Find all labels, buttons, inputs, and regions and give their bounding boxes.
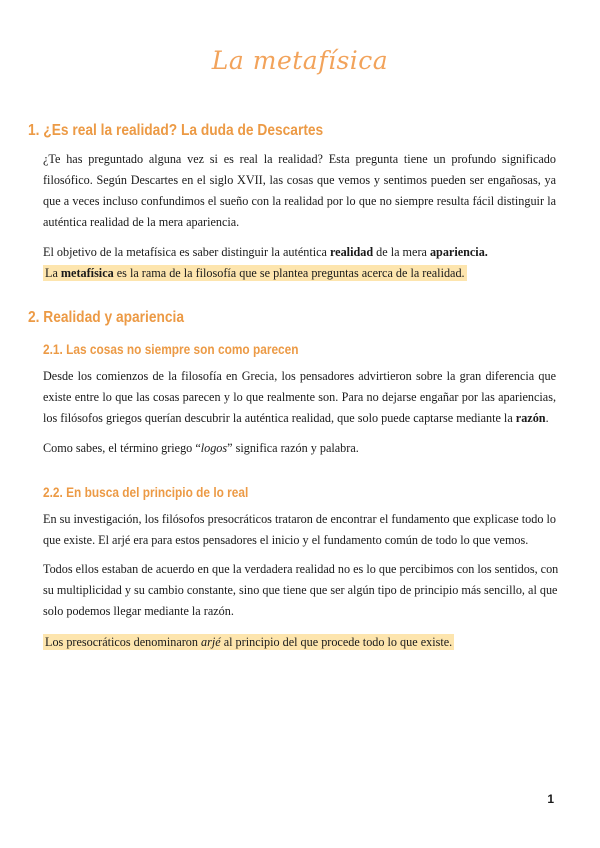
text-run: . bbox=[545, 411, 549, 425]
subsection-2-2-paragraph-1 bbox=[43, 509, 556, 551]
text-run: de la mera bbox=[373, 245, 430, 259]
text-run: Los presocráticos denominaron bbox=[45, 635, 202, 649]
highlight-box bbox=[43, 265, 467, 281]
paragraph-line: existe entre lo que las cosas parecen y lo que realmente son. Para no dejarse engañar por las apariencias, bbox=[43, 390, 556, 404]
subsection-2-2-heading: 2.2. En busca del principio de lo real bbox=[43, 485, 249, 500]
paragraph-line: ¿Te has preguntado alguna vez si es real la realidad? Esta pregunta tiene un profundo significado bbox=[43, 152, 556, 166]
section-1-paragraph-1 bbox=[43, 149, 556, 233]
subsection-2-2-highlight bbox=[43, 632, 556, 653]
highlighted-definition bbox=[43, 263, 556, 284]
paragraph-line: Desde los comienzos de la filosofía en Grecia, los pensadores advirtieron sobre la gran diferencia que bbox=[43, 369, 556, 383]
section-1-paragraph-2 bbox=[43, 242, 556, 284]
text-run: Como sabes, el término griego “ bbox=[43, 441, 201, 455]
page-title: La metafísica bbox=[211, 46, 389, 75]
paragraph-line bbox=[43, 408, 556, 429]
paragraph-line: filosófico. Según Descartes en el siglo XVII, las cosas que vemos y sentimos pueden ser engañosas, ya bbox=[43, 173, 556, 187]
paragraph-line: En su investigación, los filósofos presocráticos trataron de encontrar el fundamento que explicase todo lo bbox=[43, 512, 556, 526]
page-number: 1 bbox=[547, 792, 554, 806]
section-2-heading: 2. Realidad y apariencia bbox=[28, 309, 185, 326]
subsection-2-1-paragraph-1 bbox=[43, 366, 556, 429]
highlighted-definition bbox=[43, 632, 556, 653]
subsection-2-1-paragraph-2 bbox=[43, 438, 556, 459]
subsection-2-2-paragraph-2 bbox=[43, 559, 559, 622]
paragraph-line: que a veces incluso confundimos el sueño con la realidad por lo que no siempre resulta fácil distinguir la bbox=[43, 194, 556, 208]
bold-term-apariencia: apariencia. bbox=[429, 245, 488, 259]
text-run: al principio del que procede todo lo que existe. bbox=[220, 635, 453, 649]
text-run: ” significa razón y palabra. bbox=[227, 441, 359, 455]
text-run: La bbox=[45, 266, 61, 280]
italic-term-logos: logos bbox=[200, 441, 228, 455]
paragraph-line: que existe. El arjé era para estos pensadores el inicio y el fundamento común de todo lo que vemos. bbox=[43, 533, 529, 547]
paragraph-line: Todos ellos estaban de acuerdo en que la verdadera realidad no es lo que percibimos con los sentidos, con bbox=[43, 562, 559, 576]
text-run: es la rama de la filosofía que se plantea preguntas acerca de la realidad. bbox=[113, 266, 465, 280]
bold-term-metafisica: metafísica bbox=[60, 266, 114, 280]
paragraph-line bbox=[43, 242, 556, 263]
italic-term-arje: arjé bbox=[201, 635, 221, 649]
text-run: El objetivo de la metafísica es saber distinguir la auténtica bbox=[43, 245, 330, 259]
paragraph-line: su multiplicidad y su cambio constante, sino que tiene que ser algún tipo de principio más sencillo, al que bbox=[43, 583, 558, 597]
paragraph-line bbox=[43, 438, 556, 459]
bold-term-realidad: realidad bbox=[329, 245, 374, 259]
highlight-box bbox=[43, 634, 454, 650]
paragraph-line: solo podemos llegar mediante la razón. bbox=[43, 604, 234, 618]
subsection-2-1-heading: 2.1. Las cosas no siempre son como parecen bbox=[43, 342, 299, 357]
bold-term-razon: razón bbox=[515, 411, 546, 425]
text-run: los filósofos griegos querían descubrir la auténtica realidad, que solo puede captarse mediante la bbox=[43, 411, 516, 425]
section-1-heading: 1. ¿Es real la realidad? La duda de Descartes bbox=[28, 122, 324, 139]
paragraph-line: auténtica realidad de la mera apariencia. bbox=[43, 215, 240, 229]
